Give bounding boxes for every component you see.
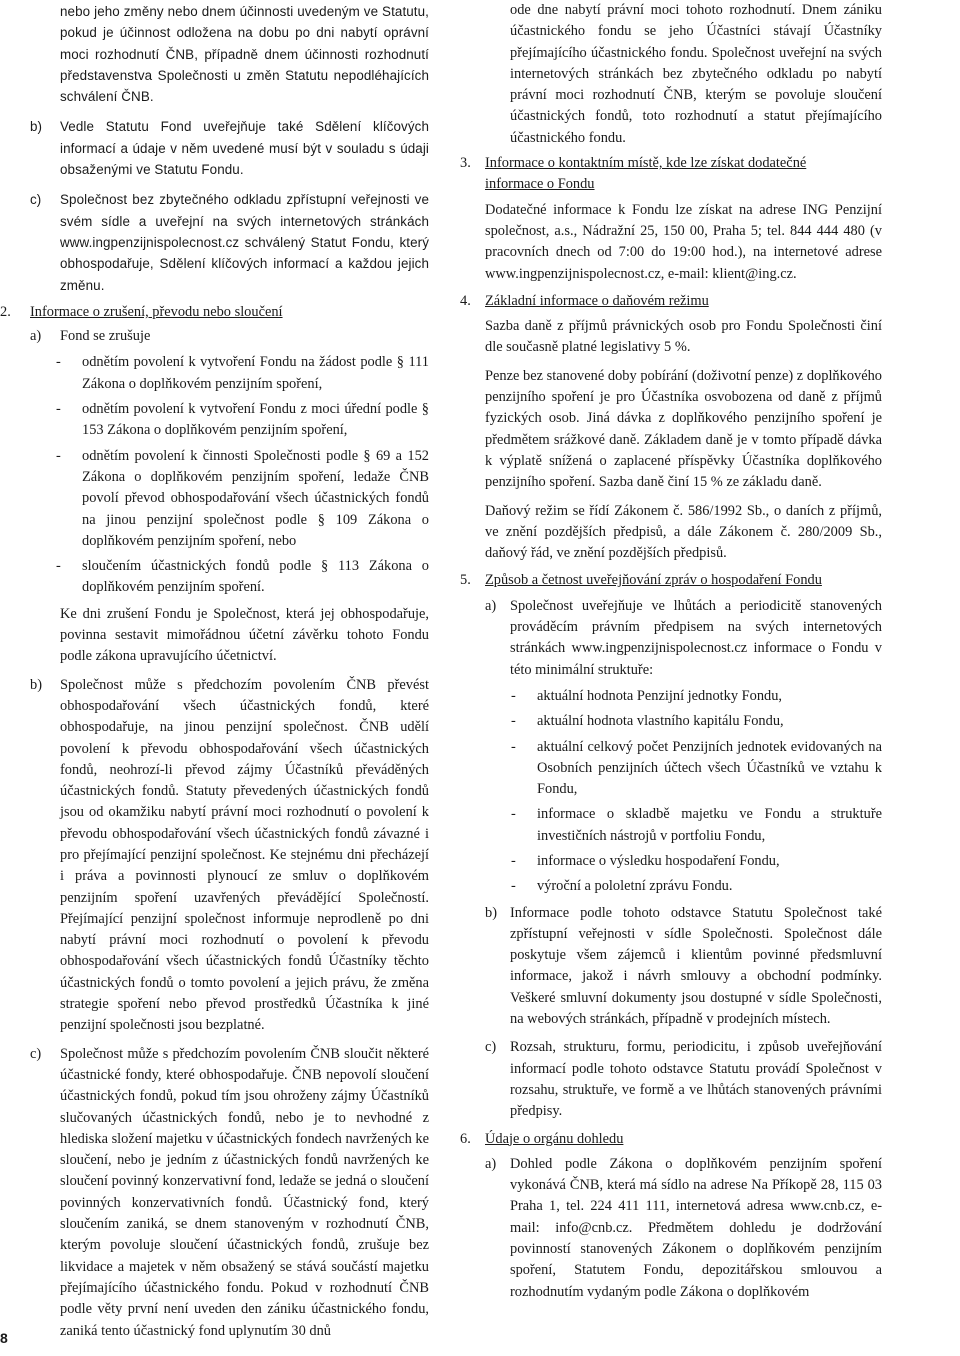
item-label: a) — [30, 328, 42, 345]
item-text: Informace podle tohoto odstavce Statutu Společnost také zpřístupní veřejnosti v sídle Společnosti. Společnost dále poskytuje všem zájemců i klientům povinné předsmluvní informace, jakož i návrh smlouvy a obchodní podmínky. Veškeré smluvní dokumenty jsou dostupné v sídle Společnosti, na webových stránkách, případně v prodejních místech. — [510, 904, 882, 1028]
section-number: 4. — [460, 292, 471, 309]
section-title: Údaje o orgánu dohledu — [485, 1130, 624, 1147]
item-a2 — [460, 1154, 882, 1303]
item-label: b) — [30, 119, 43, 135]
section-text: Dodatečné informace k Fondu lze získat na adrese ING Penzijní společnost, a.s., Nádražní 25, 150 00, Praha 5; tel. 844 444 480 (v pracovních dnech od 7:00 do 19:00 hod.), na internetové adrese www.ingpenzijnispolecnost.cz, e-mail: klient@ing.cz. — [485, 201, 882, 282]
section-5-heading — [460, 570, 882, 591]
item-b — [460, 903, 882, 1031]
section-title: Informace o zrušení, převodu nebo sloučení — [30, 303, 283, 320]
list-item: - aktuální hodnota Penzijní jednotky Fondu, — [511, 687, 783, 704]
section-title: Základní informace o daňovém režimu — [485, 292, 709, 309]
page-number: 8 — [0, 1330, 8, 1346]
left-column — [0, 0, 429, 1342]
item-label: a) — [485, 1155, 497, 1172]
list-item: - aktuální hodnota vlastního kapitálu Fondu, — [511, 713, 784, 730]
list-item: - odnětím povolení k vytvoření Fondu na žádost podle § 111 Zákona o doplňkovém penzijním spoření, — [56, 354, 429, 392]
section-text: Daňový režim se řídí Zákonem č. 586/1992 Sb., o daních z příjmů, ve znění pozdějších předpisů, a dále Zákonem č. 280/2009 Sb., daňový řád, ve znění pozdějších předpisů. — [485, 502, 882, 562]
item-label: a) — [485, 597, 497, 614]
dash-list — [485, 686, 882, 898]
list-item: - aktuální celkový počet Penzijních jednotek evidovaných na Osobních penzijních účtech všech Účastníků ve vztahu k Fondu, — [511, 738, 882, 798]
section-text: Penze bez stanovené doby pobírání (doživotní penze) z doplňkového penzijního spoření je pro Účastníka osvobozena od daně z příjmů fyzických osob. Jiná dávka z doplňkového penzijního spoření je předmětem srážkové daně. Základem daně je v tomto případě dávka k výplatě snížená o zaplacené příspěvky Účastníka doplňkového penzijního spoření. Sazba daně činí 15 % ze základu daně. — [485, 367, 882, 491]
section-4-body — [460, 316, 882, 564]
item-text: Fond se zrušuje — [60, 328, 151, 345]
item-label: b) — [30, 676, 42, 693]
item-text: Společnost může s předchozím povolením ČNB sloučit některé účastnické fondy, které obhospodařuje. ČNB nepovolí sloučení účastnických fondů, pokud tím jsou ohroženy zájmy Účastníků slučovaných účastnických fondů, nebo je to nevhodné z hlediska složení majetku v účastnických fondech navržených ke sloučení, nebo je jedním z účastnických fondů navržených ke sloučení povinný konzervativní fond, ledaže se jedná o sloučení povinných konzervativních fondů. Účastnický fond, který sloučením zaniká, se dnem stanoveným v rozhodnutí ČNB, kterým povoluje sloučení účastnických fondů, zrušuje bez likvidace a majetek v něm obsažený se stává součástí majetku přejímajícího účastnického fondu. Pokud v rozhodnutí ČNB podle věty první není uveden den zániku účastnického fondu, zaniká tento účastnický fond uplynutím 30 dnů — [60, 1045, 429, 1339]
item-c — [30, 189, 429, 295]
item-label: b) — [485, 904, 497, 921]
continued-paragraph — [30, 1, 429, 107]
section-2-heading — [0, 302, 429, 323]
continued-paragraph — [460, 0, 882, 149]
item-b — [30, 116, 429, 180]
item-label: c) — [485, 1039, 497, 1056]
section-3-heading — [460, 153, 882, 196]
item-text: Společnost bez zbytečného odkladu zpřístupní veřejnosti ve svém sídle a uveřejní na svých internetových stránkách www.ingpenzijnispolecnost.cz schválený Statut Fondu, který obhospodařuje, Sdělení klíčových informací a každou jejich změnu. — [60, 192, 429, 293]
right-column — [460, 0, 882, 1303]
section-6-heading — [460, 1129, 882, 1150]
list-item: - informace o výsledku hospodaření Fondu, — [511, 852, 780, 869]
item-a — [30, 326, 429, 347]
list-item: - odnětím povolení k činnosti Společnosti podle § 69 a 152 Zákona o doplňkovém penzijním spoření, ledaže ČNB povolí převod obhospodařování všech účastnických fondů na jinou penzijní společnost podle § 109 Zákona o doplňkovém penzijním spoření, nebo — [56, 447, 429, 549]
item-label: c) — [30, 1045, 42, 1062]
section-4-heading — [460, 291, 882, 312]
list-item: - sloučením účastnických fondů podle § 113 Zákona o doplňkovém penzijním spoření. — [56, 558, 429, 596]
section-title: Informace o kontaktním místě, kde lze získat dodatečné informace o Fondu — [485, 155, 807, 193]
section-number: 5. — [460, 572, 471, 589]
item-c2 — [30, 1044, 429, 1342]
section-number: 3. — [460, 155, 471, 172]
item-text: Dohled podle Zákona o doplňkovém penzijním spoření vykonává ČNB, která má sídlo na adrese Na Příkopě 28, 115 03 Praha 1, tel. 224 411 111, internetová adresa www.cnb.cz, e-mail: info@cnb.cz. Předmětem dohledu je dodržování povinností stanovených Zákonem o doplňkovém penzijním spoření, Statutem Fondu, depozitářskou smlouvou a rozhodnutím vydaným podle Zákona o doplňkovém — [510, 1155, 882, 1300]
item-a — [460, 596, 882, 681]
list-item: - odnětím povolení k vytvoření Fondu z moci úřední podle § 153 Zákona o doplňkovém penzijním spoření, — [56, 401, 429, 439]
item-a-after — [30, 604, 429, 668]
item-text: Rozsah, strukturu, formu, periodicitu, i způsob uveřejňování informací podle tohoto odstavce Statutu provádí Společnost v rozsahu, struktuře, ve formě a ve lhůtách stanovených právními předpisy. — [510, 1039, 882, 1120]
list-item: - výroční a pololetní zprávu Fondu. — [511, 878, 733, 895]
list-item: - informace o skladbě majetku ve Fondu a struktuře investičních nástrojů v portfoliu Fondu, — [511, 806, 882, 844]
item-c — [460, 1037, 882, 1122]
section-text: Sazba daně z příjmů právnických osob pro Fondu Společnosti činí dle současně platné legislativy 5 %. — [485, 318, 882, 356]
item-text: Společnost může s předchozím povolením ČNB převést obhospodařování všech účastnických fondů, které obhospodařuje, na jinou penzijní společnost. ČNB udělí povolení k převodu obhospodařování všech účastnických fondů, neohrozí-li převod zájmy Účastníků převáděných účastnických fondů. Statuty převedených účastnických fondů jsou od okamžiku nabytí právní moci rozhodnutí o povolení k převodu obhospodařování všech účastnických fondů závazné i pro přejímající penzijní společnost. Ke stejnému dni přecházejí i práva a povinnosti plynoucí ze smluv o doplňkovém penzijním spoření uzavřených převádějící Společností. Přejímající penzijní společnost informuje neprodleně po dni nabytí právní moci rozhodnutí o povolení k převodu obhospodařování všech účastnických fondů Účastníky těchto účastnických fondů o tomto povolení a jejich právu, že změna strategie spoření nebo převod prostředků Účastníka k jiné penzijní společnosti jsou bezplatné. — [60, 676, 429, 1034]
section-title: Způsob a četnost uveřejňování zpráv o hospodaření Fondu — [485, 572, 822, 589]
continued-text: nebo jeho změny nebo dnem účinnosti uvedeným ve Statutu, pokud je účinnost odložena na dobu po dni nabytí oprávní moci rozhodnutí ČNB, případně dnem účinnosti rozhodnutí představenstva Společnosti u změn Statutu nepodléhajících schválení ČNB. — [60, 4, 429, 105]
item-text: Ke dni zrušení Fondu je Společnost, která jej obhospodařuje, povinna sestavit mimořádnou účetní závěrku tohoto Fondu podle zákona upravujícího účetnictví. — [60, 605, 429, 665]
item-text: Vedle Statutu Fond uveřejňuje také Sdělení klíčových informací a údaje v něm uvedené musí být v souladu s údaji obsaženými ve Statutu Fondu. — [60, 119, 429, 178]
dash-list — [30, 352, 429, 598]
item-label: c) — [30, 192, 42, 208]
item-text: Společnost uveřejňuje ve lhůtách a periodicitě stanovených prováděcím právním předpisem na svých internetových stránkách www.ingpenzijnispolecnost.cz informace o Fondu v této minimální struktuře: — [510, 597, 882, 678]
section-number: 2. — [0, 303, 11, 320]
item-b2 — [30, 675, 429, 1037]
section-3-body — [460, 200, 882, 285]
section-number: 6. — [460, 1130, 471, 1147]
continued-text: ode dne nabytí právní moci tohoto rozhodnutí. Dnem zániku účastnického fondu se jeho Účastníci stávají Účastníky přejímajícího účastnického fondu. Společnost uveřejní na svých internetových stránkách bez zbytečného odkladu po nabytí právní moci rozhodnutí ČNB, kterým se povoluje sloučení účastnických fondů, toto rozhodnutí a statut přejímajícího účastnického fondu. — [510, 2, 882, 146]
